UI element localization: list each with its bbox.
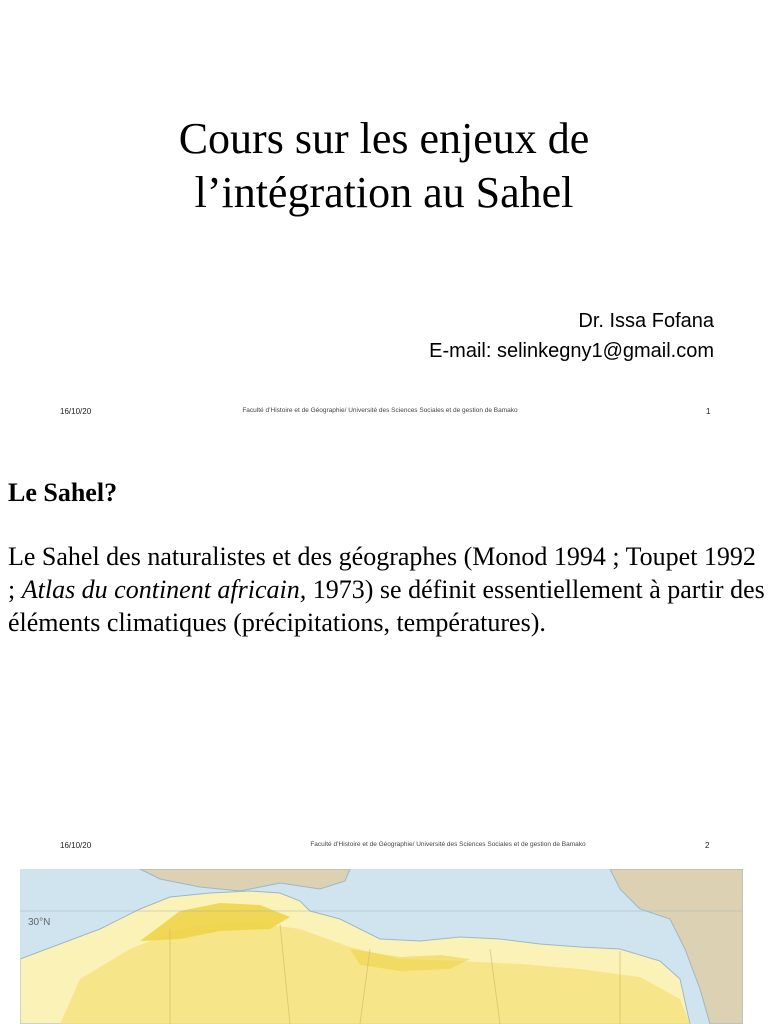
footer-date: 16/10/20 [60,841,92,850]
body-text-2: 1973) se définit essentiellement à partir des éléments climatiques (précipitations, températures). [8,575,765,637]
footer-date: 16/10/20 [60,407,92,416]
slide-title [84,112,684,220]
sahel-map [20,869,743,1024]
body-text-1: Le Sahel des naturalistes et des géographes (Monod 1994 ; Toupet 1992 ; [8,542,756,604]
title-line-2: l’intégration au Sahel [194,168,574,217]
footer-page-number: 1 [706,407,711,416]
title-line-1: Cours sur les enjeux de [178,114,590,163]
map-latitude-label: 30°N [28,917,51,928]
body-text-italic: Atlas du continent africain, [21,575,307,604]
slide-1 [0,0,768,432]
slide-2-heading: Le Sahel? [8,478,118,507]
footer-institution: Faculté d’Histoire et de Géographie/ Université des Sciences Sociales et de gestion de Bamako [242,407,518,414]
footer-page-number: 2 [705,841,710,850]
slide-2-body [8,540,768,639]
author-email: E-mail: selinkegny1@gmail.com [429,340,714,362]
footer-institution: Faculté d’Histoire et de Géographie/ Université des Sciences Sociales et de gestion de Bamako [310,841,586,848]
author-block [429,306,714,366]
author-name: Dr. Issa Fofana [578,310,714,332]
